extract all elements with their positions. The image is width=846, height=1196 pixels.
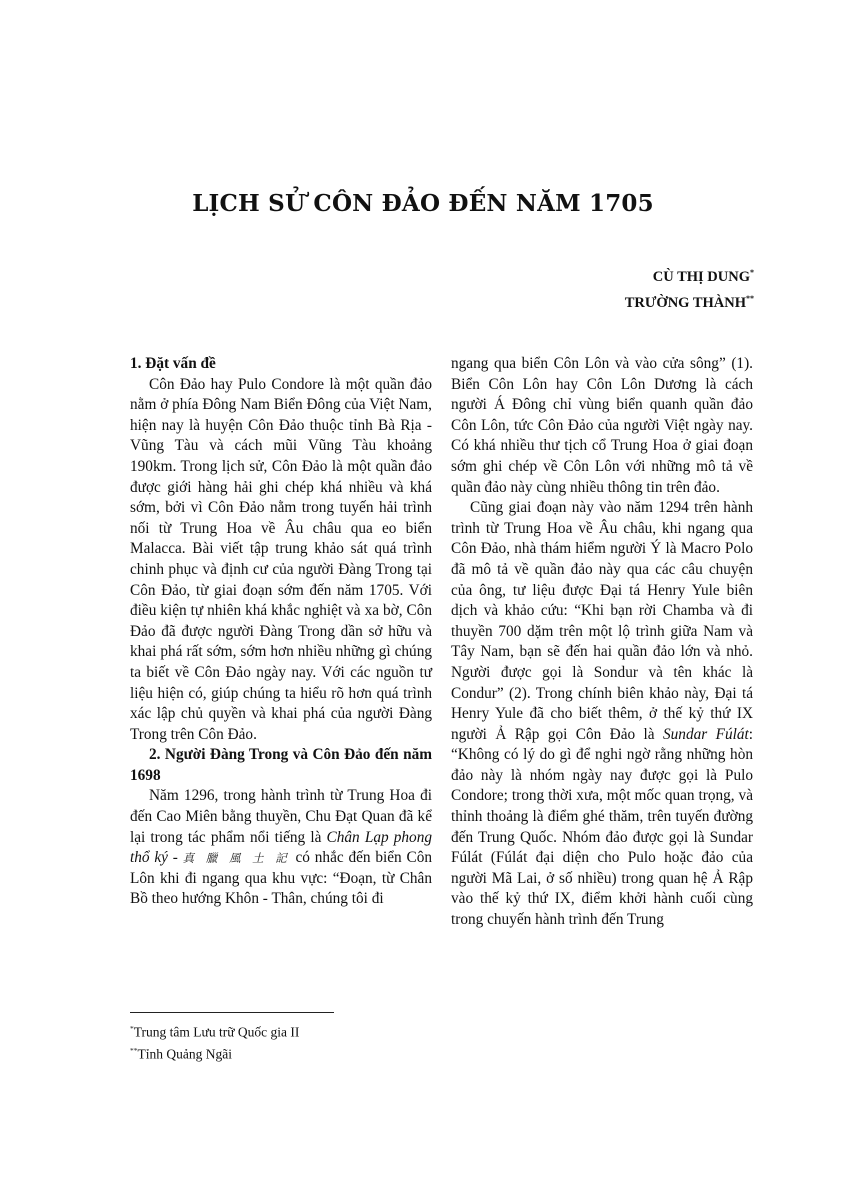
arabic-name: Sundar Fúlát xyxy=(663,725,749,743)
paragraph xyxy=(451,498,753,930)
author-line xyxy=(625,262,754,288)
paragraph-text: Năm 1296, trong hành trình từ Trung Hoa đi đến Cao Miên bằng thuyền, Chu Đạt Quan đã kể lại trong tác phẩm nổi tiếng là xyxy=(130,787,432,846)
right-column xyxy=(451,354,753,931)
left-column xyxy=(130,354,432,910)
author-list xyxy=(625,262,754,314)
article-title: LỊCH SỬ CÔN ĐẢO ĐẾN NĂM 1705 xyxy=(192,190,654,218)
paragraph: Côn Đảo hay Pulo Condore là một quần đảo nằm ở phía Đông Nam Biển Đông của Việt Nam, hiện nay là huyện Côn Đảo thuộc tỉnh Bà Rịa - Vũng Tàu và cách mũi Vũng Tàu khoảng 190km. Trong lịch sử, Côn Đảo là một quần đảo được giới hàng hải ghi chép khá nhiều và khá sớm, bởi vì Côn Đảo nằm trong tuyến hải trình nối từ Trung Hoa về Âu châu qua eo biển Malacca. Bài viết tập trung khảo sát quá trình chinh phục và định cư của người Đàng Trong tại Côn Đảo, từ giai đoạn sớm đến năm 1705. Với điều kiện tự nhiên khá khắc nghiệt và xa bờ, Côn Đảo đã được người Đàng Trong dần sở hữu và khai phá rất sớm, sớm hơn nhiều những gì chúng ta biết về Côn Đảo ngày nay. Với các nguồn tư liệu hiện có, giúp chúng ta hiểu rõ hơn quá trình xác lập chủ quyền và khai phá của người Đàng Trong trên Côn Đảo. xyxy=(130,375,432,743)
footnote-text: Tỉnh Quảng Ngãi xyxy=(137,1046,232,1061)
section-heading: 2. Người Đàng Trong và Côn Đảo đến năm 1698 xyxy=(130,746,432,784)
footnote xyxy=(130,1042,450,1064)
footnote-mark: * xyxy=(130,1024,134,1033)
paragraph-text: : “Không có lý do gì để nghi ngờ rằng những hòn đảo này là nhóm ngày nay được gọi là Pulo Condore; trong thời xưa, một mốc quan trọng, và thỉnh thoảng là điểm ghé thăm, trên tuyến đường đến Trung Quốc. Nhóm đảo được gọi là Sundar Fúlát (Fúlát đại diện cho Pulo hoặc đảo của người Mã Lai, ở số nhiều) trong quan hệ Ả Rập vào thế kỷ thứ IX, điểm khởi hành cuối cùng trong chuyến hành trình đến Trung xyxy=(451,725,753,929)
paragraph-text: có nhắc đến biển Côn Lôn khi đi ngang qua khu vực: “Đoạn, từ Chân Bồ theo hướng Khôn - Thân, chúng tôi đi xyxy=(130,849,433,908)
work-title: Chân Lạp phong thổ ký - xyxy=(130,828,432,867)
paragraph: ngang qua biển Côn Lôn và vào cửa sông” (1). Biển Côn Lôn hay Côn Lôn Dương là cách người Á Đông chỉ vùng biển quanh quần đảo Côn Lôn, tức Côn Đảo của người Việt ngày nay. Có khá nhiều thư tịch cổ Trung Hoa ở giai đoạn sớm ghi chép về Côn Lôn với những mô tả về quần đảo này cùng nhiều thông tin trên đảo. xyxy=(451,355,753,496)
footnote-text: Trung tâm Lưu trữ Quốc gia II xyxy=(133,1024,300,1040)
section-heading: 1. Đặt vấn đề xyxy=(130,355,216,372)
chinese-title: 真 臘 風 土 記 xyxy=(182,851,291,866)
author-name: CÙ THỊ DUNG xyxy=(652,268,750,285)
footnote-divider xyxy=(130,1012,334,1013)
author-line xyxy=(625,288,754,314)
paragraph-text: Cũng giai đoạn này vào năm 1294 trên hành trình từ Trung Hoa về Âu châu, khi ngang qua Côn Đảo, nhà thám hiểm người Ý là Macro Polo đã mô tả về quần đảo này qua các câu chuyện của ông, tư liệu được Đại tá Henry Yule biên dịch và khảo cứu: “Khi bạn rời Chamba và đi thuyền 700 dặm trên một lộ trình giữa Nam và Tây Nam, bạn sẽ đến hai quần đảo lớn và nhỏ. Người được gọi là Sondur và tên khác là Condur” (2). Trong chính biên khảo này, Đại tá Henry Yule đã cho biết thêm, ở thế kỷ thứ IX người Ả Rập gọi Côn Đảo là xyxy=(451,499,753,743)
footnote-mark: ** xyxy=(130,1045,138,1055)
author-footnote-mark: ** xyxy=(746,293,754,303)
author-footnote-mark: * xyxy=(750,268,754,277)
author-name: TRƯỜNG THÀNH xyxy=(624,294,746,311)
paragraph xyxy=(130,786,432,910)
footnotes xyxy=(130,1020,450,1063)
footnote xyxy=(130,1020,450,1042)
